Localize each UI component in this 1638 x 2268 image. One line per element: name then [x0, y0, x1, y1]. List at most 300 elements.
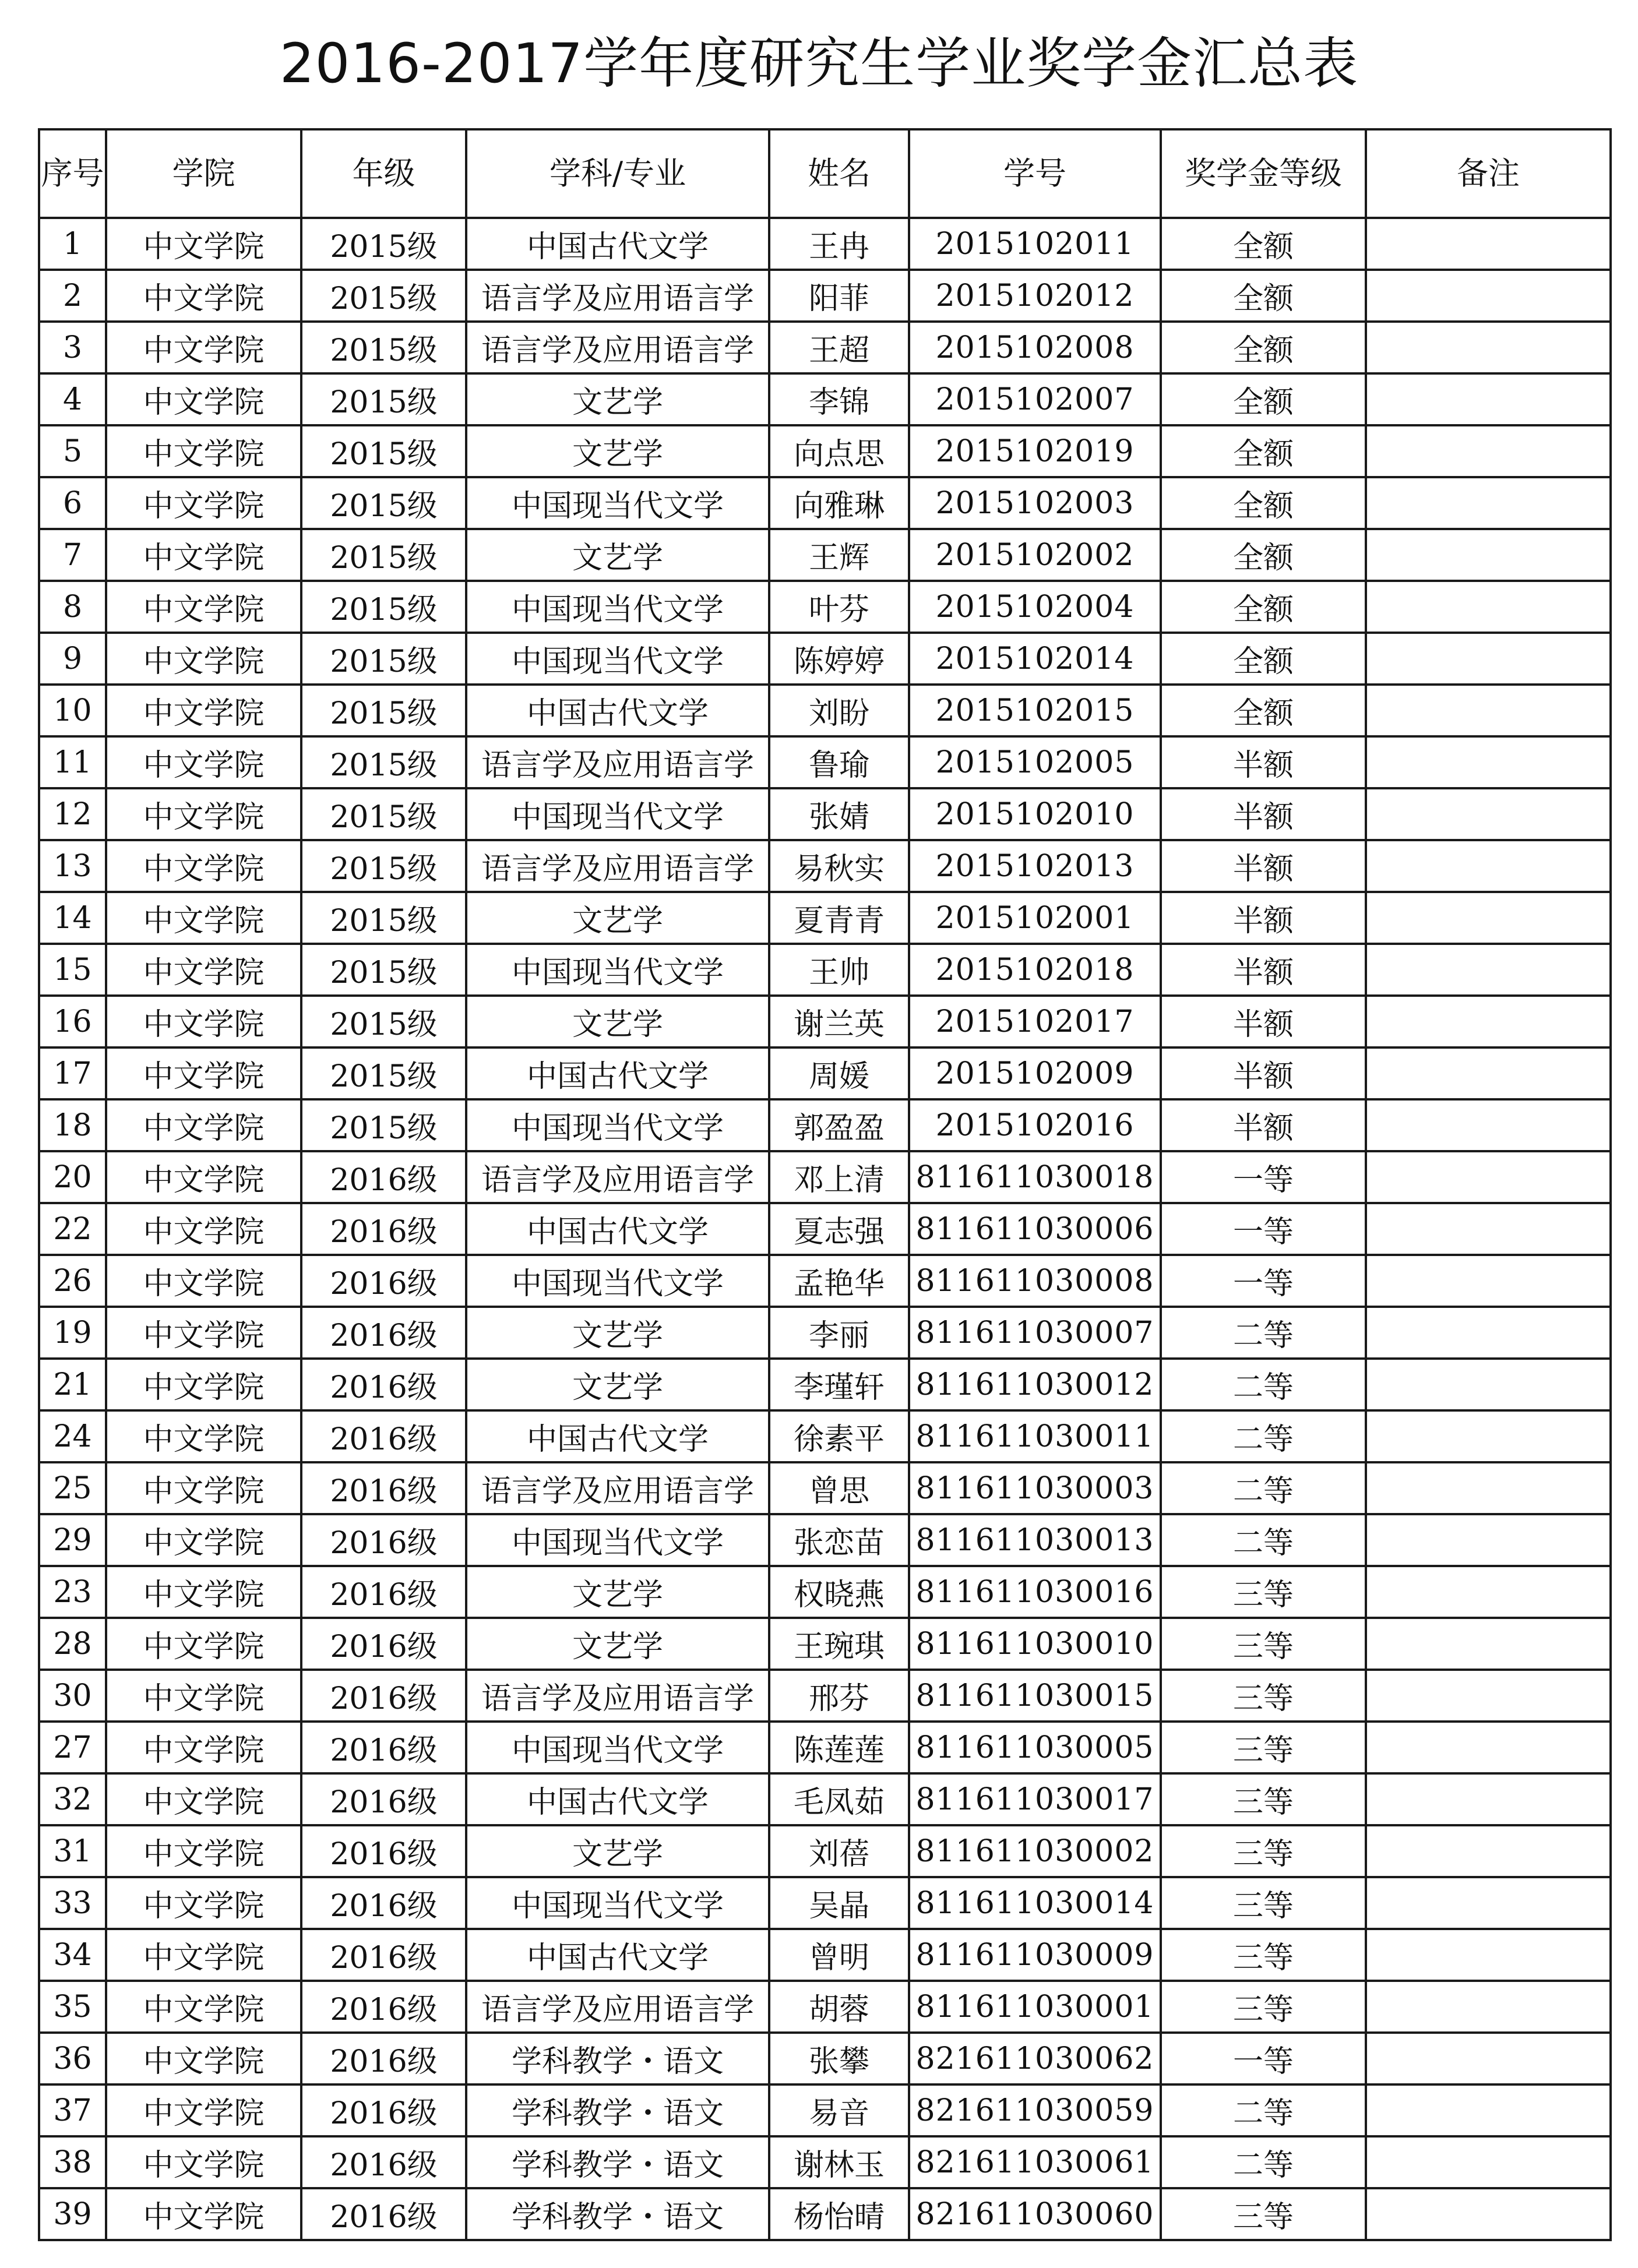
cell-level: 二等: [1161, 1462, 1366, 1514]
table-row: [39, 2136, 1611, 2188]
cell-major: 中国现当代文学: [466, 1877, 769, 1929]
cell-grade: 2016级: [301, 2188, 466, 2240]
cell-name: 王超: [769, 322, 909, 373]
table-row: [39, 1047, 1611, 1099]
cell-name: 谢兰英: [769, 996, 909, 1047]
cell-level: 半额: [1161, 736, 1366, 788]
cell-level: 三等: [1161, 1670, 1366, 1722]
cell-major: 文艺学: [466, 373, 769, 425]
cell-college: 中文学院: [106, 1151, 301, 1203]
cell-name: 周媛: [769, 1047, 909, 1099]
cell-grade: 2016级: [301, 2084, 466, 2136]
header-level: 奖学金等级: [1161, 129, 1366, 218]
cell-seq: 3: [39, 322, 106, 373]
header-seq: 序号: [39, 129, 106, 218]
cell-major: 中国现当代文学: [466, 581, 769, 633]
table-row: [39, 1255, 1611, 1307]
cell-major: 文艺学: [466, 892, 769, 944]
cell-level: 半额: [1161, 1047, 1366, 1099]
table-row: [39, 1981, 1611, 2033]
cell-level: 三等: [1161, 1825, 1366, 1877]
cell-college: 中文学院: [106, 1825, 301, 1877]
cell-major: 语言学及应用语言学: [466, 840, 769, 892]
cell-level: 全额: [1161, 218, 1366, 270]
cell-level: 三等: [1161, 1566, 1366, 1618]
cell-seq: 8: [39, 581, 106, 633]
cell-grade: 2015级: [301, 892, 466, 944]
cell-college: 中文学院: [106, 1099, 301, 1151]
table-row: [39, 1099, 1611, 1151]
cell-name: 易秋实: [769, 840, 909, 892]
cell-seq: 21: [39, 1359, 106, 1410]
cell-level: 三等: [1161, 1722, 1366, 1773]
cell-student-id: 811611030015: [909, 1670, 1161, 1722]
cell-remark: [1366, 2084, 1611, 2136]
cell-name: 王琬琪: [769, 1618, 909, 1670]
cell-level: 半额: [1161, 840, 1366, 892]
cell-seq: 31: [39, 1825, 106, 1877]
cell-grade: 2016级: [301, 1618, 466, 1670]
cell-name: 叶芬: [769, 581, 909, 633]
cell-college: 中文学院: [106, 1618, 301, 1670]
cell-name: 孟艳华: [769, 1255, 909, 1307]
cell-college: 中文学院: [106, 1047, 301, 1099]
cell-college: 中文学院: [106, 425, 301, 477]
cell-remark: [1366, 1255, 1611, 1307]
cell-name: 陈婷婷: [769, 633, 909, 685]
cell-student-id: 2015102018: [909, 944, 1161, 996]
cell-seq: 22: [39, 1203, 106, 1255]
cell-college: 中文学院: [106, 1203, 301, 1255]
cell-seq: 16: [39, 996, 106, 1047]
cell-level: 全额: [1161, 373, 1366, 425]
cell-grade: 2016级: [301, 1307, 466, 1359]
cell-student-id: 821611030062: [909, 2033, 1161, 2084]
table-row: [39, 529, 1611, 581]
cell-seq: 2: [39, 270, 106, 322]
cell-seq: 14: [39, 892, 106, 944]
cell-grade: 2016级: [301, 1825, 466, 1877]
cell-major: 文艺学: [466, 1359, 769, 1410]
cell-grade: 2015级: [301, 1047, 466, 1099]
cell-level: 全额: [1161, 685, 1366, 736]
cell-remark: [1366, 529, 1611, 581]
table-row: [39, 218, 1611, 270]
cell-grade: 2015级: [301, 581, 466, 633]
cell-major: 文艺学: [466, 1566, 769, 1618]
cell-student-id: 2015102005: [909, 736, 1161, 788]
cell-remark: [1366, 1099, 1611, 1151]
cell-remark: [1366, 2188, 1611, 2240]
cell-level: 半额: [1161, 944, 1366, 996]
cell-grade: 2016级: [301, 1566, 466, 1618]
cell-student-id: 2015102016: [909, 1099, 1161, 1151]
table-row: [39, 1151, 1611, 1203]
table-row: [39, 1566, 1611, 1618]
cell-student-id: 811611030003: [909, 1462, 1161, 1514]
cell-major: 中国现当代文学: [466, 944, 769, 996]
table-row: [39, 1825, 1611, 1877]
cell-major: 中国古代文学: [466, 1929, 769, 1981]
cell-student-id: 811611030002: [909, 1825, 1161, 1877]
cell-level: 二等: [1161, 1410, 1366, 1462]
cell-grade: 2016级: [301, 1359, 466, 1410]
table-row: [39, 840, 1611, 892]
cell-name: 曾明: [769, 1929, 909, 1981]
cell-college: 中文学院: [106, 529, 301, 581]
cell-grade: 2016级: [301, 1773, 466, 1825]
cell-student-id: 2015102008: [909, 322, 1161, 373]
table-row: [39, 1722, 1611, 1773]
cell-remark: [1366, 788, 1611, 840]
cell-seq: 26: [39, 1255, 106, 1307]
table-body: [39, 218, 1611, 2240]
cell-college: 中文学院: [106, 840, 301, 892]
cell-name: 阳菲: [769, 270, 909, 322]
cell-name: 李瑾轩: [769, 1359, 909, 1410]
cell-name: 刘蓓: [769, 1825, 909, 1877]
cell-remark: [1366, 1877, 1611, 1929]
cell-name: 徐素平: [769, 1410, 909, 1462]
cell-grade: 2016级: [301, 1514, 466, 1566]
cell-student-id: 811611030009: [909, 1929, 1161, 1981]
header-student-id: 学号: [909, 129, 1161, 218]
cell-grade: 2015级: [301, 322, 466, 373]
table-row: [39, 944, 1611, 996]
cell-student-id: 811611030014: [909, 1877, 1161, 1929]
cell-remark: [1366, 581, 1611, 633]
cell-grade: 2015级: [301, 529, 466, 581]
cell-seq: 24: [39, 1410, 106, 1462]
cell-student-id: 2015102015: [909, 685, 1161, 736]
cell-seq: 17: [39, 1047, 106, 1099]
cell-grade: 2016级: [301, 1670, 466, 1722]
cell-seq: 20: [39, 1151, 106, 1203]
cell-college: 中文学院: [106, 1514, 301, 1566]
cell-student-id: 2015102009: [909, 1047, 1161, 1099]
cell-remark: [1366, 1981, 1611, 2033]
cell-remark: [1366, 2033, 1611, 2084]
cell-seq: 13: [39, 840, 106, 892]
cell-remark: [1366, 322, 1611, 373]
cell-level: 全额: [1161, 581, 1366, 633]
cell-remark: [1366, 1410, 1611, 1462]
cell-name: 王辉: [769, 529, 909, 581]
cell-name: 向雅琳: [769, 477, 909, 529]
cell-major: 中国现当代文学: [466, 788, 769, 840]
table-row: [39, 1359, 1611, 1410]
cell-student-id: 811611030007: [909, 1307, 1161, 1359]
cell-name: 毛凤茹: [769, 1773, 909, 1825]
cell-seq: 39: [39, 2188, 106, 2240]
cell-seq: 6: [39, 477, 106, 529]
cell-student-id: 2015102007: [909, 373, 1161, 425]
cell-level: 二等: [1161, 1514, 1366, 1566]
cell-grade: 2016级: [301, 1462, 466, 1514]
cell-grade: 2016级: [301, 2033, 466, 2084]
cell-grade: 2015级: [301, 788, 466, 840]
cell-level: 全额: [1161, 270, 1366, 322]
cell-remark: [1366, 1047, 1611, 1099]
cell-grade: 2015级: [301, 425, 466, 477]
cell-remark: [1366, 1462, 1611, 1514]
cell-seq: 9: [39, 633, 106, 685]
cell-name: 谢林玉: [769, 2136, 909, 2188]
cell-level: 二等: [1161, 1359, 1366, 1410]
cell-seq: 18: [39, 1099, 106, 1151]
cell-college: 中文学院: [106, 1877, 301, 1929]
cell-level: 全额: [1161, 477, 1366, 529]
cell-major: 中国古代文学: [466, 1203, 769, 1255]
cell-college: 中文学院: [106, 477, 301, 529]
cell-grade: 2016级: [301, 1255, 466, 1307]
cell-major: 学科教学・语文: [466, 2033, 769, 2084]
cell-remark: [1366, 996, 1611, 1047]
cell-major: 文艺学: [466, 529, 769, 581]
cell-major: 学科教学・语文: [466, 2188, 769, 2240]
cell-student-id: 811611030011: [909, 1410, 1161, 1462]
cell-college: 中文学院: [106, 218, 301, 270]
cell-remark: [1366, 1359, 1611, 1410]
cell-remark: [1366, 1825, 1611, 1877]
cell-major: 语言学及应用语言学: [466, 322, 769, 373]
cell-remark: [1366, 218, 1611, 270]
cell-remark: [1366, 633, 1611, 685]
table-row: [39, 736, 1611, 788]
cell-name: 刘盼: [769, 685, 909, 736]
cell-seq: 37: [39, 2084, 106, 2136]
cell-level: 三等: [1161, 1618, 1366, 1670]
cell-remark: [1366, 1566, 1611, 1618]
header-remark: 备注: [1366, 129, 1611, 218]
table-row: [39, 892, 1611, 944]
cell-student-id: 811611030005: [909, 1722, 1161, 1773]
header-row: [39, 129, 1611, 218]
cell-seq: 10: [39, 685, 106, 736]
cell-remark: [1366, 736, 1611, 788]
cell-name: 夏青青: [769, 892, 909, 944]
cell-remark: [1366, 477, 1611, 529]
cell-remark: [1366, 1203, 1611, 1255]
cell-college: 中文学院: [106, 892, 301, 944]
cell-major: 中国现当代文学: [466, 1255, 769, 1307]
cell-seq: 25: [39, 1462, 106, 1514]
cell-college: 中文学院: [106, 1566, 301, 1618]
page-title: 2016-2017学年度研究生学业奖学金汇总表: [279, 32, 1359, 96]
cell-remark: [1366, 1618, 1611, 1670]
header-major: 学科/专业: [466, 129, 769, 218]
cell-name: 邓上清: [769, 1151, 909, 1203]
table-row: [39, 322, 1611, 373]
cell-remark: [1366, 1307, 1611, 1359]
table-row: [39, 1929, 1611, 1981]
cell-level: 一等: [1161, 1151, 1366, 1203]
cell-student-id: 811611030013: [909, 1514, 1161, 1566]
table-row: [39, 1514, 1611, 1566]
cell-major: 中国现当代文学: [466, 477, 769, 529]
cell-seq: 7: [39, 529, 106, 581]
cell-name: 吴晶: [769, 1877, 909, 1929]
cell-major: 语言学及应用语言学: [466, 1981, 769, 2033]
cell-seq: 23: [39, 1566, 106, 1618]
cell-grade: 2015级: [301, 477, 466, 529]
table-row: [39, 1618, 1611, 1670]
cell-college: 中文学院: [106, 1670, 301, 1722]
cell-level: 半额: [1161, 1099, 1366, 1151]
table-row: [39, 1773, 1611, 1825]
cell-college: 中文学院: [106, 1307, 301, 1359]
cell-level: 半额: [1161, 788, 1366, 840]
cell-student-id: 2015102013: [909, 840, 1161, 892]
cell-major: 语言学及应用语言学: [466, 1151, 769, 1203]
cell-college: 中文学院: [106, 373, 301, 425]
cell-college: 中文学院: [106, 944, 301, 996]
cell-student-id: 2015102012: [909, 270, 1161, 322]
cell-seq: 33: [39, 1877, 106, 1929]
cell-remark: [1366, 840, 1611, 892]
cell-seq: 12: [39, 788, 106, 840]
cell-student-id: 811611030008: [909, 1255, 1161, 1307]
cell-major: 文艺学: [466, 1618, 769, 1670]
cell-remark: [1366, 1151, 1611, 1203]
cell-college: 中文学院: [106, 1410, 301, 1462]
cell-remark: [1366, 1929, 1611, 1981]
cell-college: 中文学院: [106, 1981, 301, 2033]
cell-college: 中文学院: [106, 1773, 301, 1825]
cell-level: 全额: [1161, 425, 1366, 477]
cell-college: 中文学院: [106, 322, 301, 373]
cell-grade: 2016级: [301, 1151, 466, 1203]
cell-student-id: 2015102014: [909, 633, 1161, 685]
table-row: [39, 477, 1611, 529]
table-row: [39, 1670, 1611, 1722]
cell-seq: 15: [39, 944, 106, 996]
cell-remark: [1366, 685, 1611, 736]
cell-level: 全额: [1161, 529, 1366, 581]
cell-college: 中文学院: [106, 633, 301, 685]
cell-grade: 2016级: [301, 1203, 466, 1255]
table-row: [39, 1307, 1611, 1359]
cell-student-id: 2015102010: [909, 788, 1161, 840]
cell-level: 全额: [1161, 322, 1366, 373]
cell-major: 语言学及应用语言学: [466, 1462, 769, 1514]
cell-name: 易音: [769, 2084, 909, 2136]
cell-major: 语言学及应用语言学: [466, 1670, 769, 1722]
table-row: [39, 270, 1611, 322]
cell-major: 中国现当代文学: [466, 1722, 769, 1773]
cell-level: 二等: [1161, 2084, 1366, 2136]
cell-seq: 30: [39, 1670, 106, 1722]
cell-seq: 4: [39, 373, 106, 425]
cell-name: 夏志强: [769, 1203, 909, 1255]
cell-remark: [1366, 373, 1611, 425]
table-row: [39, 633, 1611, 685]
cell-name: 向点思: [769, 425, 909, 477]
cell-major: 中国现当代文学: [466, 633, 769, 685]
header-name: 姓名: [769, 129, 909, 218]
cell-student-id: 2015102011: [909, 218, 1161, 270]
cell-college: 中文学院: [106, 270, 301, 322]
cell-remark: [1366, 270, 1611, 322]
cell-level: 三等: [1161, 1773, 1366, 1825]
cell-level: 一等: [1161, 1255, 1366, 1307]
cell-remark: [1366, 892, 1611, 944]
cell-college: 中文学院: [106, 996, 301, 1047]
cell-major: 语言学及应用语言学: [466, 270, 769, 322]
cell-grade: 2015级: [301, 840, 466, 892]
cell-name: 陈莲莲: [769, 1722, 909, 1773]
cell-grade: 2016级: [301, 1929, 466, 1981]
cell-seq: 35: [39, 1981, 106, 2033]
cell-level: 三等: [1161, 1981, 1366, 2033]
cell-name: 李锦: [769, 373, 909, 425]
cell-college: 中文学院: [106, 2033, 301, 2084]
cell-major: 学科教学・语文: [466, 2084, 769, 2136]
table-row: [39, 2033, 1611, 2084]
cell-college: 中文学院: [106, 2084, 301, 2136]
cell-level: 全额: [1161, 633, 1366, 685]
cell-major: 文艺学: [466, 996, 769, 1047]
scholarship-table: [38, 128, 1612, 2241]
cell-college: 中文学院: [106, 2136, 301, 2188]
cell-student-id: 811611030012: [909, 1359, 1161, 1410]
cell-grade: 2015级: [301, 218, 466, 270]
cell-college: 中文学院: [106, 2188, 301, 2240]
cell-level: 半额: [1161, 996, 1366, 1047]
cell-grade: 2015级: [301, 270, 466, 322]
cell-major: 文艺学: [466, 425, 769, 477]
table-row: [39, 1877, 1611, 1929]
cell-level: 一等: [1161, 2033, 1366, 2084]
cell-grade: 2015级: [301, 633, 466, 685]
table-row: [39, 2084, 1611, 2136]
cell-student-id: 2015102001: [909, 892, 1161, 944]
cell-level: 二等: [1161, 1307, 1366, 1359]
table-row: [39, 788, 1611, 840]
cell-seq: 34: [39, 1929, 106, 1981]
cell-student-id: 2015102019: [909, 425, 1161, 477]
cell-seq: 38: [39, 2136, 106, 2188]
table-row: [39, 373, 1611, 425]
cell-student-id: 821611030059: [909, 2084, 1161, 2136]
cell-name: 鲁瑜: [769, 736, 909, 788]
cell-remark: [1366, 425, 1611, 477]
cell-seq: 1: [39, 218, 106, 270]
cell-major: 文艺学: [466, 1307, 769, 1359]
cell-college: 中文学院: [106, 685, 301, 736]
cell-remark: [1366, 1722, 1611, 1773]
cell-name: 张恋苗: [769, 1514, 909, 1566]
cell-major: 中国现当代文学: [466, 1514, 769, 1566]
cell-student-id: 811611030017: [909, 1773, 1161, 1825]
cell-seq: 19: [39, 1307, 106, 1359]
cell-major: 中国古代文学: [466, 685, 769, 736]
cell-level: 半额: [1161, 892, 1366, 944]
cell-name: 权晓燕: [769, 1566, 909, 1618]
cell-name: 胡蓉: [769, 1981, 909, 2033]
cell-student-id: 2015102017: [909, 996, 1161, 1047]
cell-grade: 2015级: [301, 1099, 466, 1151]
cell-grade: 2015级: [301, 736, 466, 788]
cell-seq: 11: [39, 736, 106, 788]
cell-college: 中文学院: [106, 1255, 301, 1307]
cell-major: 文艺学: [466, 1825, 769, 1877]
cell-seq: 32: [39, 1773, 106, 1825]
cell-grade: 2015级: [301, 944, 466, 996]
cell-seq: 5: [39, 425, 106, 477]
cell-name: 邢芬: [769, 1670, 909, 1722]
cell-student-id: 811611030010: [909, 1618, 1161, 1670]
